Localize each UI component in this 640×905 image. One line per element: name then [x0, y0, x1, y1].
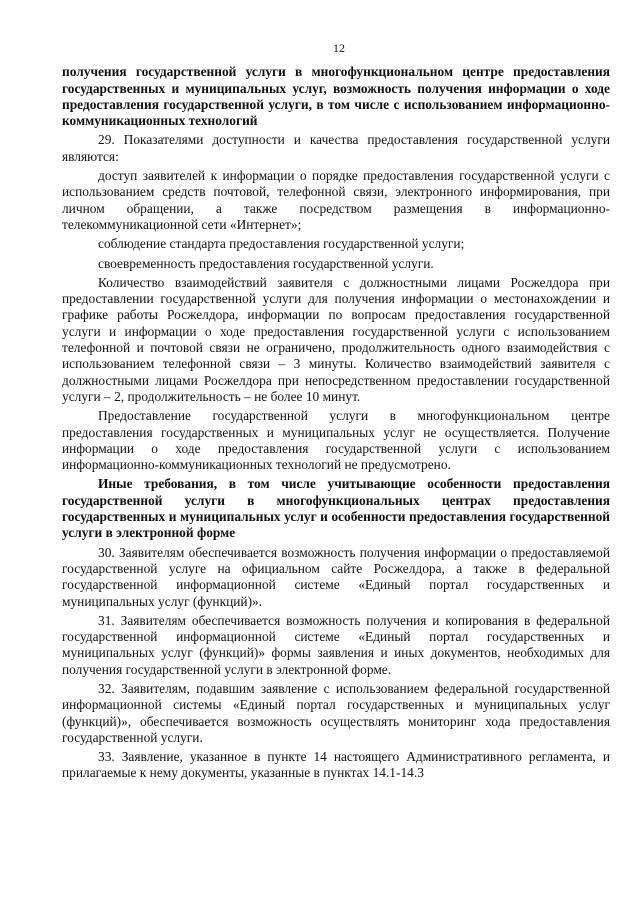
paragraph-32: 32. Заявителям, подавшим заявление с использованием федеральной государственной информационной системы «Единый портал государственных и муниципальных услуг (функций)», обеспечивается возможность осуществлять мониторинг хода предоставления государственной услуги.: [62, 680, 610, 745]
section-heading-continued: получения государственной услуги в многофункциональном центре предоставления государственных и муниципальных услуг, возможность получения информации о ходе предоставления государственной услуги, в том числе с использованием информационно-коммуникационных технологий: [62, 64, 610, 129]
paragraph-mfc: Предоставление государственной услуги в многофункциональном центре предоставления государственных и муниципальных услуг не осуществляется. Получение информации о ходе предоставления государственной услуги с использованием информационно-коммуникационных технологий не предусмотрено.: [62, 408, 610, 473]
paragraph-standard: соблюдение стандарта предоставления государственной услуги;: [98, 236, 465, 252]
paragraph-timeliness: своевременность предоставления государственной услуги.: [98, 255, 434, 271]
paragraph-29: 29. Показателями доступности и качества предоставления государственной услуги являются:: [62, 132, 610, 164]
paragraph-30: 30. Заявителям обеспечивается возможность получения информации о предоставляемой государственной услуге на официальном сайте Росжелдора, а также в федеральной государственной информационной системе «Единый портал государственных и муниципальных услуг (функций)».: [62, 544, 610, 609]
page-number: 12: [333, 41, 345, 55]
section-heading-other-requirements: Иные требования, в том числе учитывающие особенности предоставления государственной услуги в многофункциональных центрах предоставления государственных и муниципальных услуг и особенности предоставления государственной услуги в электронной форме: [62, 476, 610, 541]
paragraph-interactions: Количество взаимодействий заявителя с должностными лицами Росжелдора при предоставлении государственной услуги для получения информации о местонахождении и графике работы Росжелдора, информации по вопросам предоставления государственной услуги и информации о ходе предоставления государственной услуги с использованием телефонной и почтовой связи не ограничено, продолжительность одного взаимодействия с использованием телефонной связи – 3 минуты. Количество взаимодействий заявителя с должностными лицами Росжелдора при непосредственном предоставлении государственной услуги – 2, продолжительность – не более 10 минут.: [62, 274, 610, 404]
paragraph-33: 33. Заявление, указанное в пункте 14 настоящего Административного регламента, и прилагаемые к нему документы, указанные в пунктах 14.1-14.3: [62, 749, 610, 781]
paragraph-access-info: доступ заявителей к информации о порядке предоставления государственной услуги с использованием средств почтовой, телефонной связи, электронного информирования, при личном обращении, а также посредством размещения в информационно-телекоммуникационной сети «Интернет»;: [62, 168, 610, 232]
paragraph-31: 31. Заявителям обеспечивается возможность получения и копирования в федеральной государственной информационной системе «Единый портал государственных и муниципальных услуг (функций)» формы заявления и иных документов, необходимых для получения государственной услуги в электронной форме.: [62, 612, 610, 677]
